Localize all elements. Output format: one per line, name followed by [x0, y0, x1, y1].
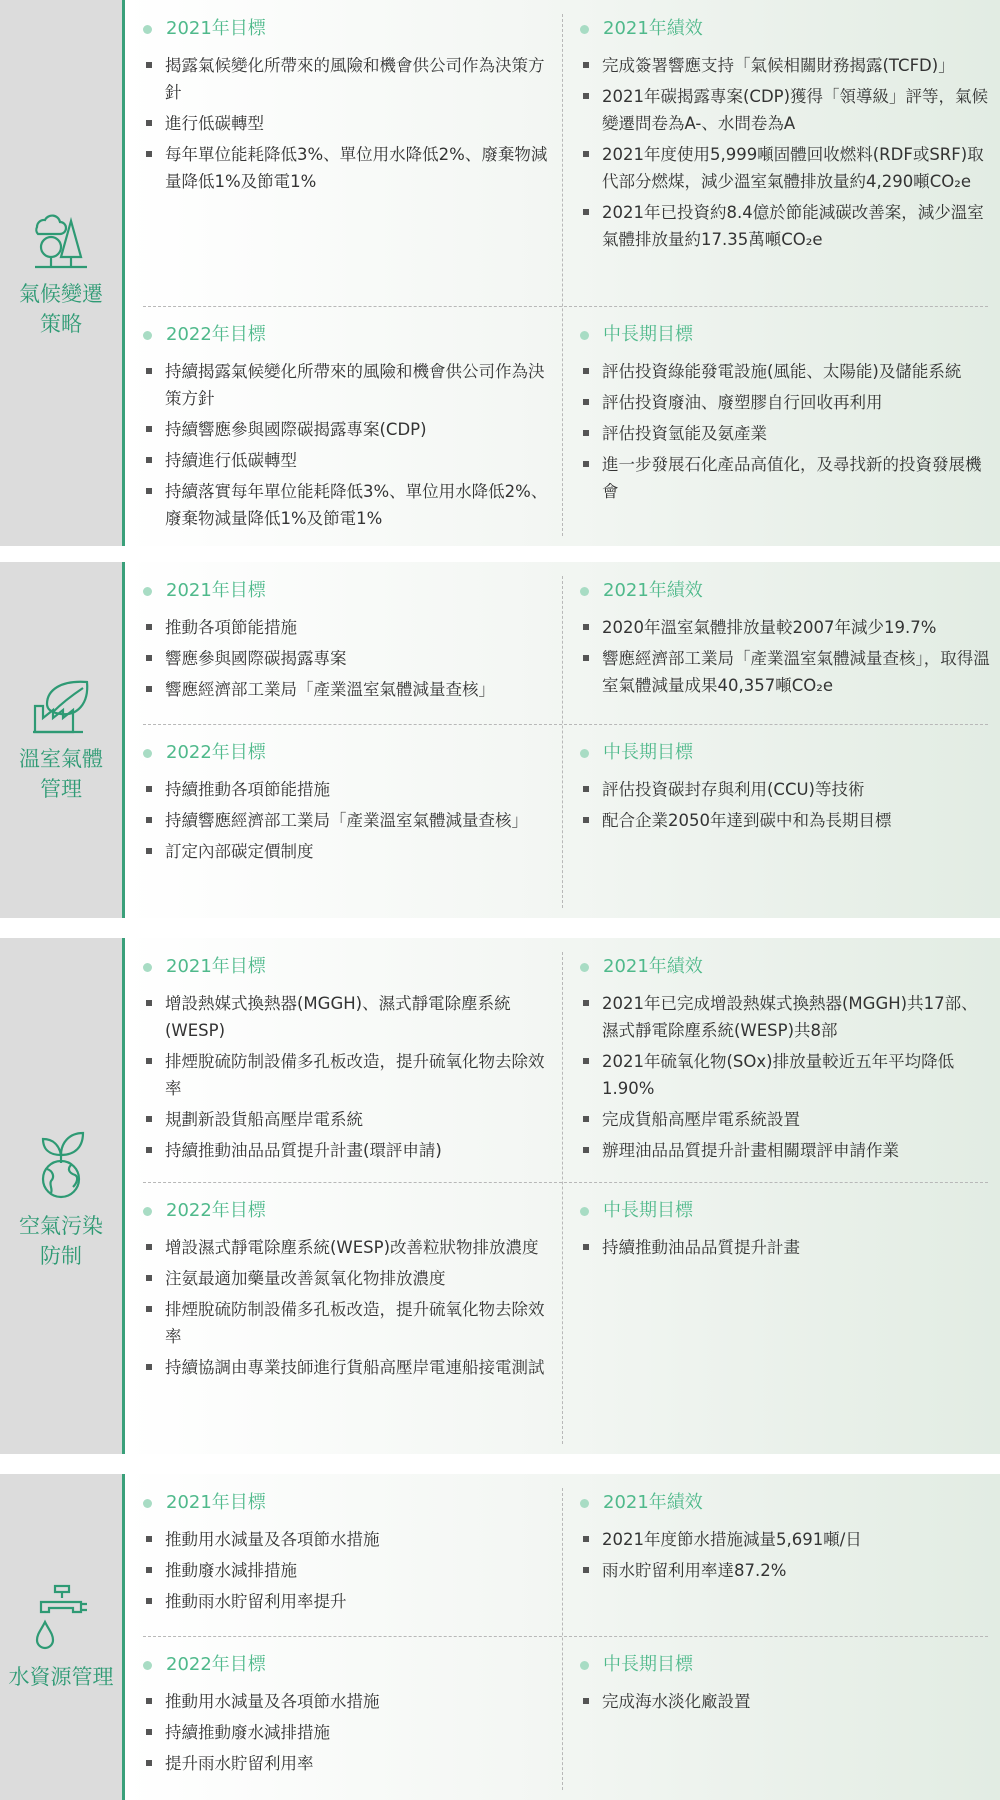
- section-title: 氣候變遷 策略: [19, 282, 103, 336]
- performance-2021-block: [580, 578, 992, 703]
- list-item: 持續落實每年單位能耗降低3%、單位用水降低2%、廢棄物減量降低1%及節電1%: [143, 478, 548, 532]
- list-item: 持續推動廢水減排措施: [143, 1719, 548, 1746]
- list-item: 2021年已完成增設熱媒式換熱器(MGGH)共17部、濕式靜電除塵系統(WESP)共8部: [580, 990, 992, 1044]
- longterm-block: [580, 322, 992, 509]
- list-item: 持續協調由專業技師進行貨船高壓岸電連船接電測試: [143, 1354, 548, 1381]
- list-item: 推動各項節能措施: [143, 614, 548, 641]
- longterm-block: [580, 740, 992, 838]
- section-panel: [125, 1474, 1000, 1800]
- block-heading: 2021年績效: [603, 1492, 703, 1513]
- faucet-drop-icon: [33, 1582, 89, 1652]
- climate-tree-icon: [31, 207, 91, 269]
- list-item: 推動雨水貯留利用率提升: [143, 1588, 548, 1615]
- block-heading: 2022年目標: [166, 742, 266, 763]
- block-heading: 中長期目標: [603, 742, 693, 763]
- list-item: 排煙脫硫防制設備多孔板改造，提升硫氧化物去除效率: [143, 1296, 548, 1350]
- list-item: 評估投資氫能及氨產業: [580, 420, 992, 447]
- list-item: 訂定內部碳定價制度: [143, 838, 548, 865]
- section-air-pollution: [0, 938, 1000, 1454]
- section-title: 水資源管理: [8, 1665, 114, 1689]
- section-water-management: [0, 1474, 1000, 1800]
- list-item: 完成海水淡化廠設置: [580, 1688, 992, 1715]
- list-item: 評估投資廢油、廢塑膠自行回收再利用: [580, 389, 992, 416]
- target-2022-block: [143, 1652, 548, 1781]
- block-heading: 中長期目標: [603, 324, 693, 345]
- list-item: 注氨最適加藥量改善氮氧化物排放濃度: [143, 1265, 548, 1292]
- list-item: 持續推動油品品質提升計畫(環評申請): [143, 1137, 548, 1164]
- list-item: 排煙脫硫防制設備多孔板改造，提升硫氧化物去除效率: [143, 1048, 548, 1102]
- list-item: 持續響應參與國際碳揭露專案(CDP): [143, 416, 548, 443]
- block-heading: 2022年目標: [166, 1200, 266, 1221]
- list-item: 響應參與國際碳揭露專案: [143, 645, 548, 672]
- list-item: 2021年碳揭露專案(CDP)獲得「領導級」評等，氣候變遷問卷為A-、水問卷為A: [580, 83, 992, 137]
- section-title: 空氣污染 防制: [19, 1214, 103, 1268]
- performance-2021-block: [580, 16, 992, 257]
- list-item: 2020年溫室氣體排放量較2007年減少19.7%: [580, 614, 992, 641]
- list-item: 2021年度節水措施減量5,691噸/日: [580, 1526, 992, 1553]
- target-2022-block: [143, 322, 548, 536]
- section-label: [0, 938, 125, 1454]
- list-item: 完成貨船高壓岸電系統設置: [580, 1106, 992, 1133]
- section-label: [0, 0, 125, 546]
- list-item: 持續推動油品品質提升計畫: [580, 1234, 992, 1261]
- block-heading: 中長期目標: [603, 1654, 693, 1675]
- target-2022-block: [143, 1198, 548, 1385]
- performance-2021-block: [580, 954, 992, 1168]
- block-heading: 2021年目標: [166, 1492, 266, 1513]
- section-ghg-management: [0, 562, 1000, 918]
- list-item: 持續響應經濟部工業局「產業溫室氣體減量查核」: [143, 807, 548, 834]
- factory-leaf-icon: [29, 676, 93, 734]
- list-item: 配合企業2050年達到碳中和為長期目標: [580, 807, 992, 834]
- list-item: 持續推動各項節能措施: [143, 776, 548, 803]
- section-panel: [125, 0, 1000, 546]
- list-item: 進一步發展石化產品高值化，及尋找新的投資發展機會: [580, 451, 992, 505]
- list-item: 雨水貯留利用率達87.2%: [580, 1557, 992, 1584]
- list-item: 增設熱媒式換熱器(MGGH)、濕式靜電除塵系統(WESP): [143, 990, 548, 1044]
- list-item: 2021年已投資約8.4億於節能減碳改善案，減少溫室氣體排放量約17.35萬噸CO₂e: [580, 199, 992, 253]
- list-item: 響應經濟部工業局「產業溫室氣體減量查核」，取得溫室氣體減量成果40,357噸CO₂e: [580, 645, 992, 699]
- block-heading: 2022年目標: [166, 1654, 266, 1675]
- target-2021-block: [143, 954, 548, 1168]
- list-item: 評估投資碳封存與利用(CCU)等技術: [580, 776, 992, 803]
- list-item: 增設濕式靜電除塵系統(WESP)改善粒狀物排放濃度: [143, 1234, 548, 1261]
- list-item: 響應經濟部工業局「產業溫室氣體減量查核」: [143, 676, 548, 703]
- block-heading: 2021年目標: [166, 956, 266, 977]
- section-label: [0, 1474, 125, 1800]
- block-heading: 2021年目標: [166, 580, 266, 601]
- list-item: 完成簽署響應支持「氣候相關財務揭露(TCFD)」: [580, 52, 992, 79]
- globe-sprout-icon: [33, 1121, 89, 1201]
- section-panel: [125, 562, 1000, 918]
- list-item: 持續揭露氣候變化所帶來的風險和機會供公司作為決策方針: [143, 358, 548, 412]
- section-climate-strategy: [0, 0, 1000, 546]
- list-item: 推動廢水減排措施: [143, 1557, 548, 1584]
- list-item: 每年單位能耗降低3%、單位用水降低2%、廢棄物減量降低1%及節電1%: [143, 141, 548, 195]
- list-item: 規劃新設貨船高壓岸電系統: [143, 1106, 548, 1133]
- list-item: 2021年硫氧化物(SOx)排放量較近五年平均降低1.90%: [580, 1048, 992, 1102]
- block-heading: 2021年目標: [166, 18, 266, 39]
- section-title: 溫室氣體 管理: [19, 747, 103, 801]
- list-item: 推動用水減量及各項節水措施: [143, 1688, 548, 1715]
- target-2021-block: [143, 578, 548, 707]
- block-heading: 2022年目標: [166, 324, 266, 345]
- list-item: 提升雨水貯留利用率: [143, 1750, 548, 1777]
- list-item: 揭露氣候變化所帶來的風險和機會供公司作為決策方針: [143, 52, 548, 106]
- target-2021-block: [143, 16, 548, 199]
- block-heading: 2021年績效: [603, 18, 703, 39]
- section-panel: [125, 938, 1000, 1454]
- block-heading: 中長期目標: [603, 1200, 693, 1221]
- list-item: 評估投資綠能發電設施(風能、太陽能)及儲能系統: [580, 358, 992, 385]
- list-item: 辦理油品品質提升計畫相關環評申請作業: [580, 1137, 992, 1164]
- target-2021-block: [143, 1490, 548, 1619]
- performance-2021-block: [580, 1490, 992, 1588]
- block-heading: 2021年績效: [603, 580, 703, 601]
- block-heading: 2021年績效: [603, 956, 703, 977]
- list-item: 進行低碳轉型: [143, 110, 548, 137]
- target-2022-block: [143, 740, 548, 869]
- longterm-block: [580, 1652, 992, 1719]
- section-label: [0, 562, 125, 918]
- list-item: 推動用水減量及各項節水措施: [143, 1526, 548, 1553]
- list-item: 2021年度使用5,999噸固體回收燃料(RDF或SRF)取代部分燃煤，減少溫室氣體排放量約4,290噸CO₂e: [580, 141, 992, 195]
- longterm-block: [580, 1198, 992, 1265]
- list-item: 持續進行低碳轉型: [143, 447, 548, 474]
